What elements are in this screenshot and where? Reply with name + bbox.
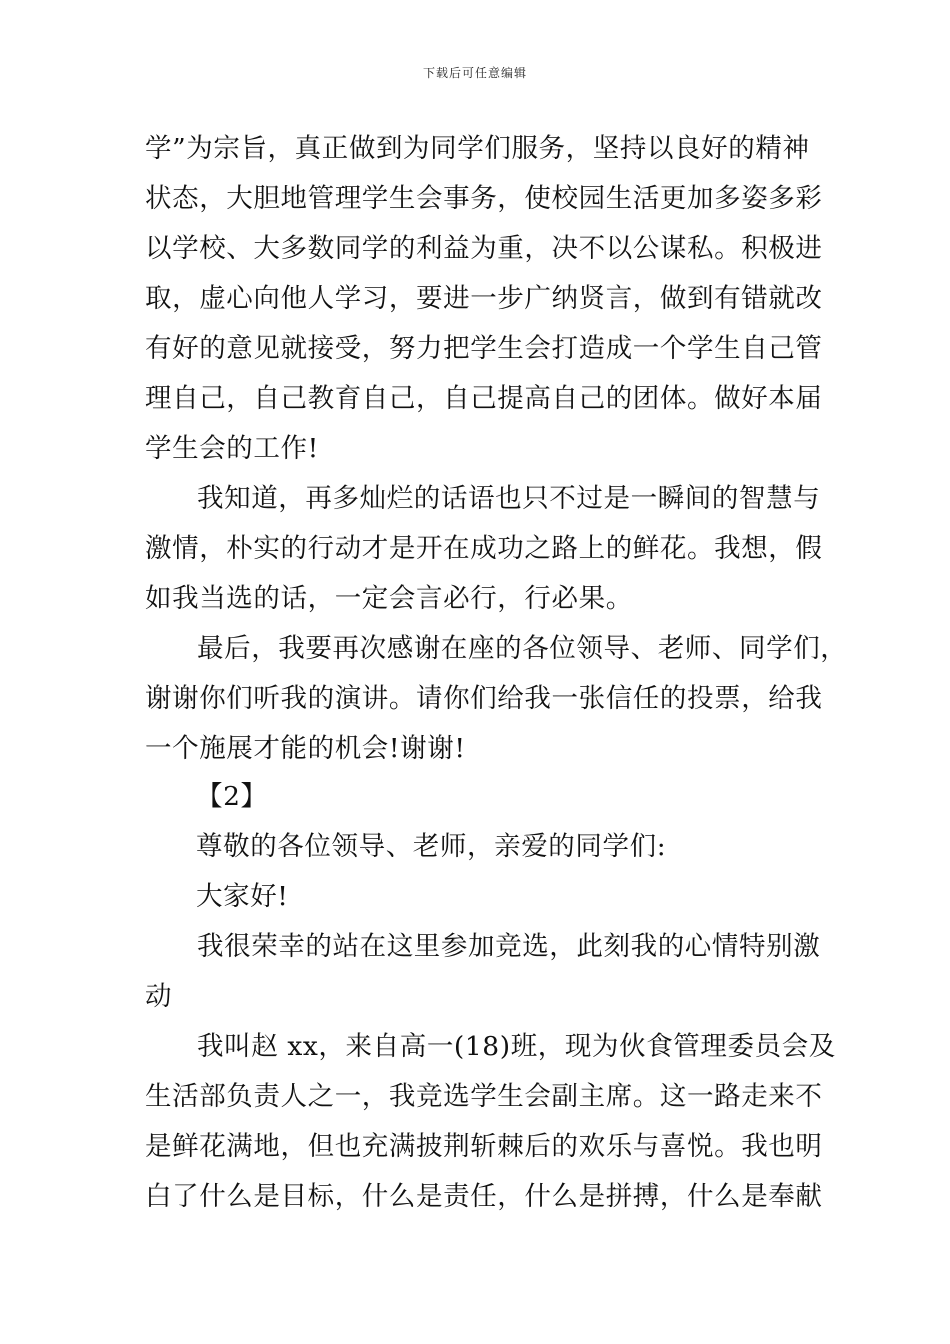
text-line: 取，虚心向他人学习，要进一步广纳贤言，做到有错就改 bbox=[145, 283, 823, 314]
salutation: 尊敬的各位领导、老师，亲爱的同学们: bbox=[196, 831, 667, 862]
text-line: 是鲜花满地，但也充满披荆斩棘后的欢乐与喜悦。我也明 bbox=[145, 1131, 823, 1162]
text-line: 谢谢你们听我的演讲。请你们给我一张信任的投票，给我 bbox=[145, 683, 823, 714]
text-line: 我知道，再多灿烂的话语也只不过是一瞬间的智慧与 bbox=[197, 483, 821, 514]
text-line: 我很荣幸的站在这里参加竞选，此刻我的心情特别激 bbox=[197, 931, 821, 962]
text-line: 生活部负责人之一，我竞选学生会副主席。这一路走来不 bbox=[145, 1081, 823, 1112]
text-line: 状态，大胆地管理学生会事务，使校园生活更加多姿多彩 bbox=[145, 183, 823, 214]
text-line: 学生会的工作! bbox=[145, 433, 319, 464]
text-line: 学”为宗旨，真正做到为同学们服务，坚持以良好的精神 bbox=[145, 133, 810, 164]
text-line: 有好的意见就接受，努力把学生会打造成一个学生自己管 bbox=[145, 333, 823, 364]
text-line: 最后，我要再次感谢在座的各位领导、老师、同学们， bbox=[197, 633, 848, 664]
page-header: 下载后可任意编辑 bbox=[422, 66, 527, 80]
text-line: 激情，朴实的行动才是开在成功之路上的鲜花。我想，假 bbox=[145, 533, 823, 564]
greeting: 大家好! bbox=[196, 881, 289, 912]
text-line: 动 bbox=[145, 981, 173, 1012]
text-line: 我叫赵 xx，来自高一(18)班，现为伙食管理委员会及 bbox=[197, 1031, 836, 1062]
text-line: 一个施展才能的机会!谢谢! bbox=[145, 733, 466, 764]
text-line: 理自己，自己教育自己，自己提高自己的团体。做好本届 bbox=[145, 383, 823, 414]
text-line: 以学校、大多数同学的利益为重，决不以公谋私。积极进 bbox=[145, 233, 823, 264]
section-number: 【2】 bbox=[196, 781, 268, 812]
text-line: 如我当选的话，一定会言必行，行必果。 bbox=[145, 583, 633, 614]
text-line: 白了什么是目标，什么是责任，什么是拼搏，什么是奉献 bbox=[145, 1181, 823, 1212]
